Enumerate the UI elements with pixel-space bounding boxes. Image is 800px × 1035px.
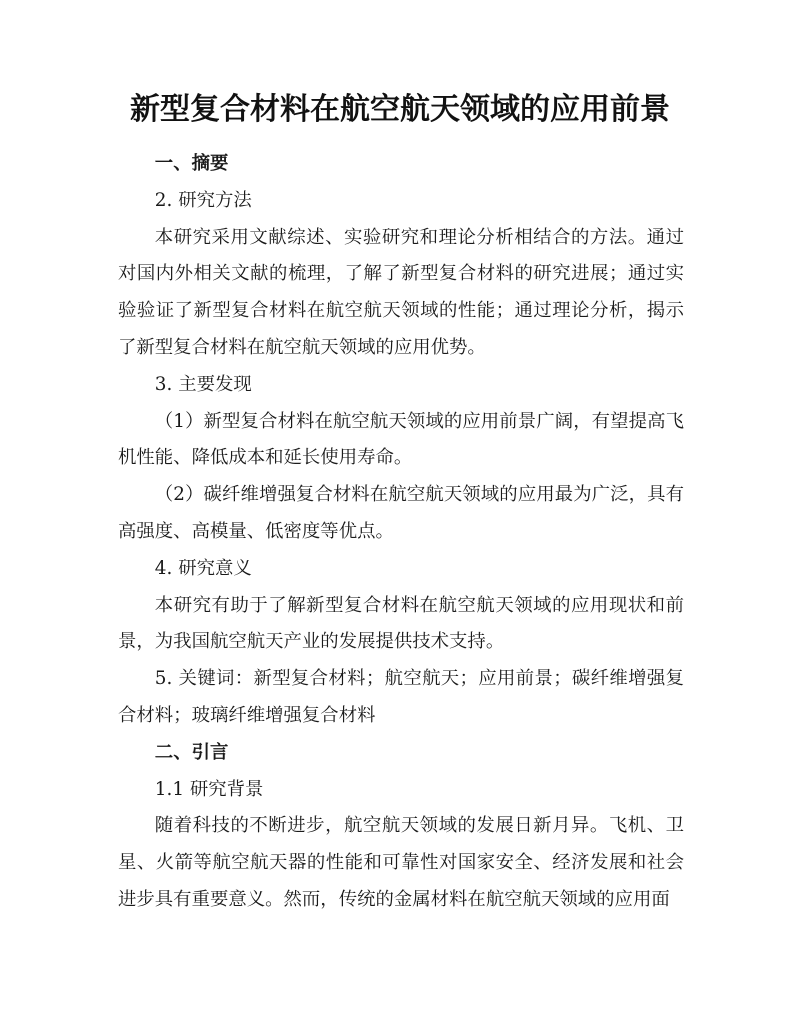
paragraph-finding-2: （2）碳纤维增强复合材料在航空航天领域的应用最为广泛，具有高强度、高模量、低密度等优点。 (118, 484, 684, 542)
document-title: 新型复合材料在航空航天领域的应用前景 (130, 92, 670, 127)
subheading-research-background: 1.1 研究背景 (154, 778, 264, 800)
section-heading-introduction: 二、引言 (154, 741, 229, 763)
subheading-main-findings: 3. 主要发现 (154, 373, 252, 395)
paragraph-research-background: 随着科技的不断进步，航空航天领域的发展日新月异。飞机、卫星、火箭等航空航天器的性能和可靠性对国家安全、经济发展和社会进步具有重要意义。然而，传统的金属材料在航空航天领域的应用面 (118, 815, 684, 910)
subheading-research-methods: 2. 研究方法 (154, 189, 252, 211)
paragraph-keywords: 5. 关键词：新型复合材料；航空航天；应用前景；碳纤维增强复合材料；玻璃纤维增强复合材料 (118, 668, 684, 726)
document-body (118, 146, 684, 919)
subheading-research-significance: 4. 研究意义 (154, 557, 252, 579)
paragraph-research-significance: 本研究有助于了解新型复合材料在航空航天领域的应用现状和前景，为我国航空航天产业的发展提供技术支持。 (118, 594, 684, 653)
paragraph-finding-1: （1）新型复合材料在航空航天领域的应用前景广阔，有望提高飞机性能、降低成本和延长使用寿命。 (118, 410, 684, 469)
paragraph-research-methods: 本研究采用文献综述、实验研究和理论分析相结合的方法。通过对国内外相关文献的梳理，了解了新型复合材料的研究进展；通过实验验证了新型复合材料在航空航天领域的性能；通过理论分析，揭示了新型复合材料在航空航天领域的应用优势。 (118, 226, 684, 358)
section-heading-abstract: 一、摘要 (154, 153, 229, 174)
